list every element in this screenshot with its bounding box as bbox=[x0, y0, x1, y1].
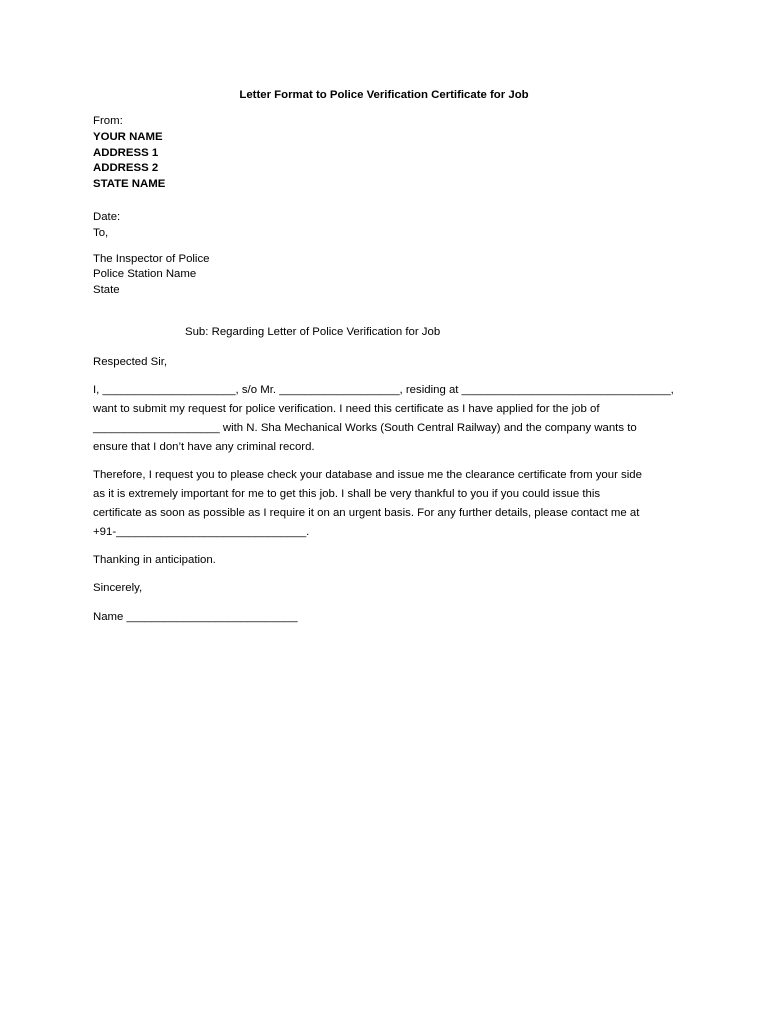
recipient-line-2: Police Station Name bbox=[93, 268, 197, 280]
recipient-line-3: State bbox=[93, 284, 120, 296]
paragraph-1-line: ensure that I don’t have any criminal record. bbox=[93, 441, 315, 453]
paragraph-2-line: Therefore, I request you to please check your database and issue me the clearance certificate from your side bbox=[93, 469, 642, 481]
sender-name: YOUR NAME bbox=[93, 131, 163, 143]
salutation: Respected Sir, bbox=[93, 356, 168, 368]
sender-address-1: ADDRESS 1 bbox=[93, 147, 159, 159]
document-title: Letter Format to Police Verification Certificate for Job bbox=[239, 89, 529, 101]
paragraph-2-line: certificate as soon as possible as I require it on an urgent basis. For any further details, please contact me at bbox=[93, 507, 640, 519]
body-paragraph-2 bbox=[93, 466, 673, 542]
signature-name-line: Name ___________________________ bbox=[93, 611, 298, 623]
paragraph-1-line: ____________________ with N. Sha Mechanical Works (South Central Railway) and the company wants to bbox=[93, 422, 637, 434]
closing-line: Sincerely, bbox=[93, 582, 143, 594]
subject-line: Sub: Regarding Letter of Police Verification for Job bbox=[185, 326, 441, 338]
paragraph-2-line: as it is extremely important for me to get this job. I shall be very thankful to you if you could issue this bbox=[93, 488, 601, 500]
body-paragraph-1 bbox=[93, 381, 673, 457]
recipient-line-1: The Inspector of Police bbox=[93, 253, 210, 265]
paragraph-1-line: want to submit my request for police verification. I need this certificate as I have applied for the job of bbox=[93, 403, 600, 415]
paragraph-2-line: +91-______________________________. bbox=[93, 526, 310, 538]
from-label: From: bbox=[93, 115, 123, 127]
paragraph-1-line: I, _____________________, s/o Mr. ___________________, residing at _________________________________, bbox=[93, 384, 674, 396]
thanking-line: Thanking in anticipation. bbox=[93, 554, 216, 566]
date-label: Date: bbox=[93, 211, 121, 223]
sender-address-2: ADDRESS 2 bbox=[93, 162, 159, 174]
sender-state: STATE NAME bbox=[93, 178, 166, 190]
to-label: To, bbox=[93, 227, 109, 239]
